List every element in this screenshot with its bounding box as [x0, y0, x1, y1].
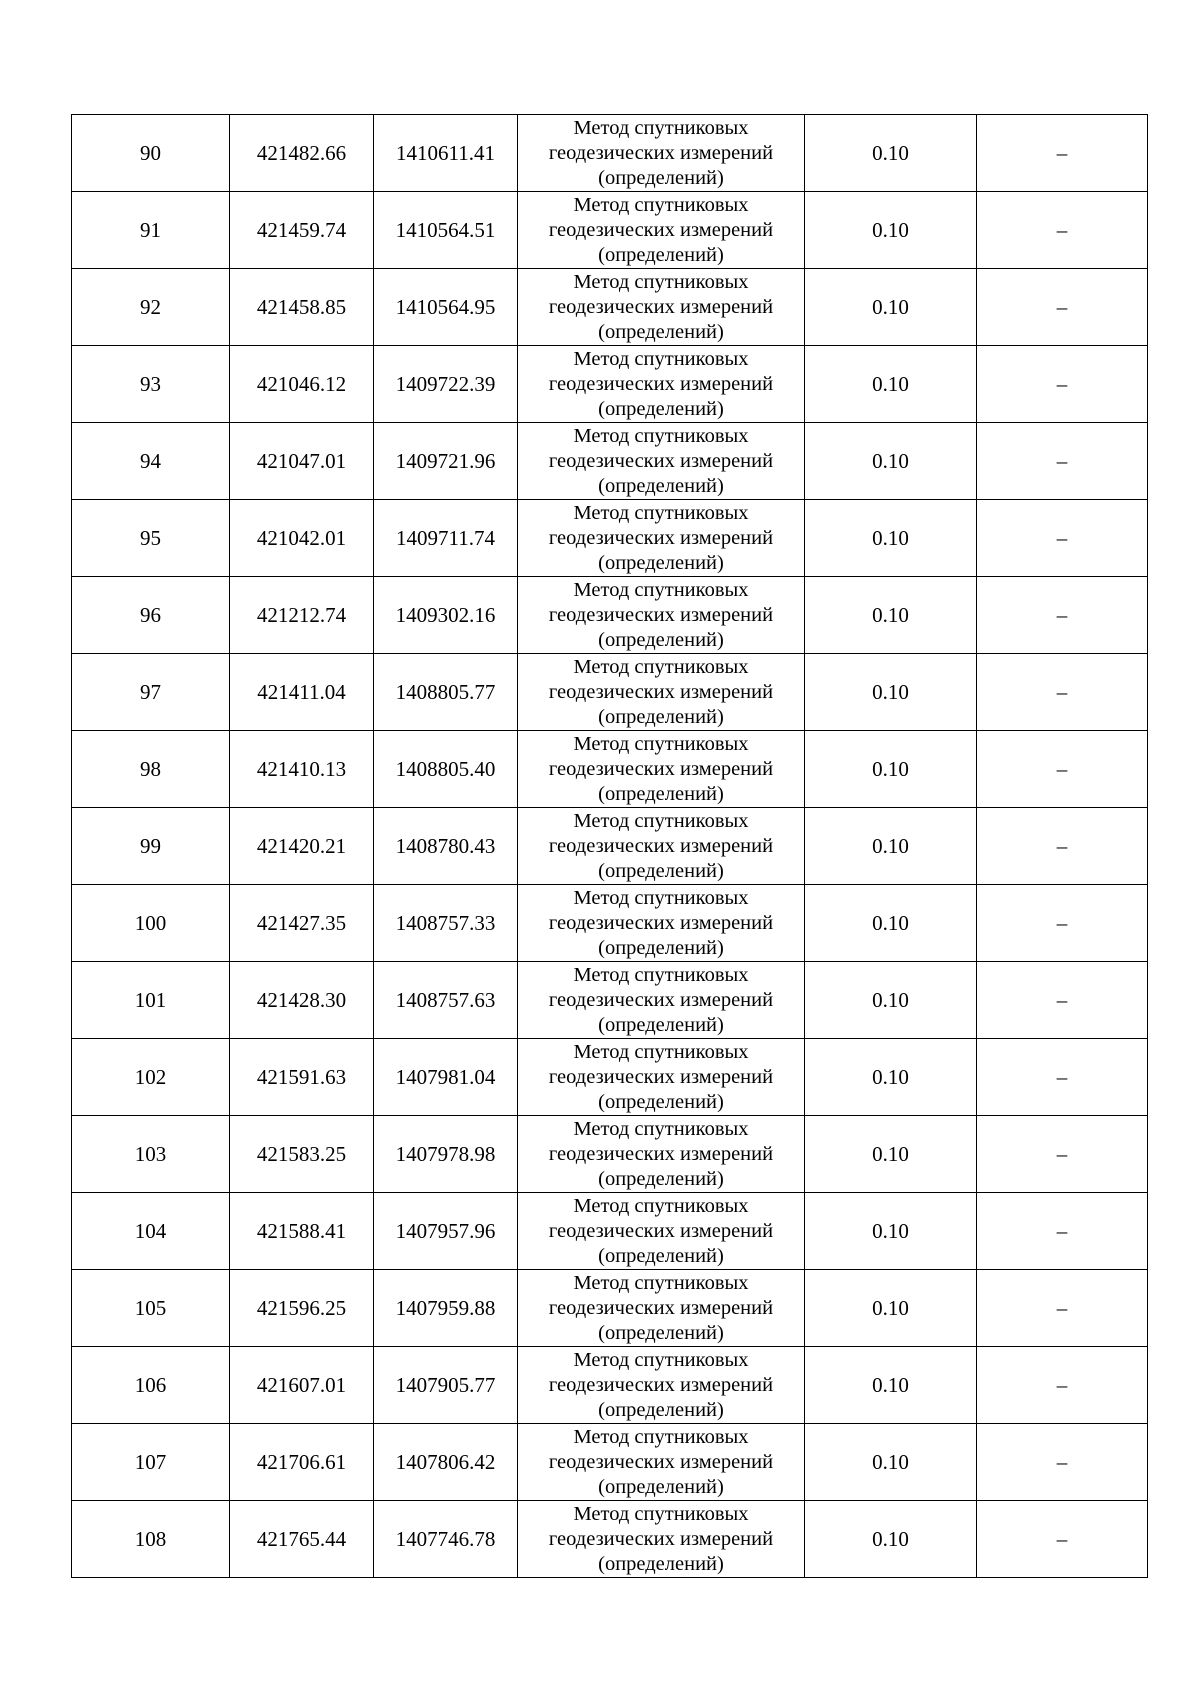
point-number-cell: 108: [72, 1501, 230, 1578]
method-cell: Метод спутниковых геодезических измерений (определений): [518, 1270, 805, 1347]
note-cell: –: [977, 577, 1148, 654]
method-cell: Метод спутниковых геодезических измерений (определений): [518, 731, 805, 808]
accuracy-cell: 0.10: [805, 1039, 977, 1116]
point-number-cell: 101: [72, 962, 230, 1039]
table-row: [72, 1347, 1148, 1424]
table-row: [72, 500, 1148, 577]
table-row: [72, 1039, 1148, 1116]
table-row: [72, 885, 1148, 962]
table-row: [72, 1270, 1148, 1347]
table-row: [72, 808, 1148, 885]
point-number-cell: 106: [72, 1347, 230, 1424]
method-cell: Метод спутниковых геодезических измерений (определений): [518, 346, 805, 423]
x-coordinate-cell: 421410.13: [230, 731, 374, 808]
method-cell: Метод спутниковых геодезических измерений (определений): [518, 1193, 805, 1270]
coordinates-table: [71, 114, 1148, 1578]
point-number-cell: 93: [72, 346, 230, 423]
y-coordinate-cell: 1410564.95: [374, 269, 518, 346]
note-cell: –: [977, 808, 1148, 885]
note-cell: –: [977, 1116, 1148, 1193]
x-coordinate-cell: 421420.21: [230, 808, 374, 885]
method-cell: Метод спутниковых геодезических измерений (определений): [518, 1347, 805, 1424]
method-cell: Метод спутниковых геодезических измерений (определений): [518, 500, 805, 577]
y-coordinate-cell: 1407746.78: [374, 1501, 518, 1578]
table-row: [72, 1501, 1148, 1578]
note-cell: –: [977, 269, 1148, 346]
table-row: [72, 731, 1148, 808]
y-coordinate-cell: 1409722.39: [374, 346, 518, 423]
x-coordinate-cell: 421607.01: [230, 1347, 374, 1424]
x-coordinate-cell: 421427.35: [230, 885, 374, 962]
point-number-cell: 102: [72, 1039, 230, 1116]
accuracy-cell: 0.10: [805, 577, 977, 654]
x-coordinate-cell: 421047.01: [230, 423, 374, 500]
accuracy-cell: 0.10: [805, 500, 977, 577]
point-number-cell: 103: [72, 1116, 230, 1193]
y-coordinate-cell: 1409711.74: [374, 500, 518, 577]
method-cell: Метод спутниковых геодезических измерений (определений): [518, 577, 805, 654]
note-cell: –: [977, 423, 1148, 500]
x-coordinate-cell: 421482.66: [230, 115, 374, 192]
method-cell: Метод спутниковых геодезических измерений (определений): [518, 115, 805, 192]
y-coordinate-cell: 1407957.96: [374, 1193, 518, 1270]
accuracy-cell: 0.10: [805, 731, 977, 808]
y-coordinate-cell: 1407978.98: [374, 1116, 518, 1193]
method-cell: Метод спутниковых геодезических измерений (определений): [518, 808, 805, 885]
table-row: [72, 1116, 1148, 1193]
table-row: [72, 423, 1148, 500]
point-number-cell: 99: [72, 808, 230, 885]
accuracy-cell: 0.10: [805, 423, 977, 500]
table-row: [72, 654, 1148, 731]
table-row: [72, 577, 1148, 654]
y-coordinate-cell: 1407959.88: [374, 1270, 518, 1347]
x-coordinate-cell: 421591.63: [230, 1039, 374, 1116]
accuracy-cell: 0.10: [805, 1193, 977, 1270]
note-cell: –: [977, 192, 1148, 269]
accuracy-cell: 0.10: [805, 346, 977, 423]
method-cell: Метод спутниковых геодезических измерений (определений): [518, 962, 805, 1039]
y-coordinate-cell: 1408757.63: [374, 962, 518, 1039]
point-number-cell: 95: [72, 500, 230, 577]
note-cell: –: [977, 115, 1148, 192]
x-coordinate-cell: 421596.25: [230, 1270, 374, 1347]
y-coordinate-cell: 1408805.77: [374, 654, 518, 731]
method-cell: Метод спутниковых геодезических измерений (определений): [518, 885, 805, 962]
y-coordinate-cell: 1407806.42: [374, 1424, 518, 1501]
x-coordinate-cell: 421765.44: [230, 1501, 374, 1578]
accuracy-cell: 0.10: [805, 654, 977, 731]
method-cell: Метод спутниковых геодезических измерений (определений): [518, 654, 805, 731]
note-cell: –: [977, 1270, 1148, 1347]
method-cell: Метод спутниковых геодезических измерений (определений): [518, 423, 805, 500]
y-coordinate-cell: 1409721.96: [374, 423, 518, 500]
y-coordinate-cell: 1408805.40: [374, 731, 518, 808]
note-cell: –: [977, 654, 1148, 731]
x-coordinate-cell: 421212.74: [230, 577, 374, 654]
accuracy-cell: 0.10: [805, 1424, 977, 1501]
x-coordinate-cell: 421042.01: [230, 500, 374, 577]
accuracy-cell: 0.10: [805, 1347, 977, 1424]
point-number-cell: 96: [72, 577, 230, 654]
note-cell: –: [977, 500, 1148, 577]
accuracy-cell: 0.10: [805, 962, 977, 1039]
y-coordinate-cell: 1409302.16: [374, 577, 518, 654]
note-cell: –: [977, 1501, 1148, 1578]
point-number-cell: 94: [72, 423, 230, 500]
y-coordinate-cell: 1408780.43: [374, 808, 518, 885]
x-coordinate-cell: 421046.12: [230, 346, 374, 423]
point-number-cell: 97: [72, 654, 230, 731]
x-coordinate-cell: 421583.25: [230, 1116, 374, 1193]
x-coordinate-cell: 421411.04: [230, 654, 374, 731]
note-cell: –: [977, 885, 1148, 962]
note-cell: –: [977, 1424, 1148, 1501]
y-coordinate-cell: 1410611.41: [374, 115, 518, 192]
method-cell: Метод спутниковых геодезических измерений (определений): [518, 1116, 805, 1193]
note-cell: –: [977, 1039, 1148, 1116]
accuracy-cell: 0.10: [805, 1116, 977, 1193]
table-row: [72, 115, 1148, 192]
note-cell: –: [977, 731, 1148, 808]
x-coordinate-cell: 421706.61: [230, 1424, 374, 1501]
x-coordinate-cell: 421458.85: [230, 269, 374, 346]
point-number-cell: 100: [72, 885, 230, 962]
accuracy-cell: 0.10: [805, 885, 977, 962]
table-row: [72, 346, 1148, 423]
y-coordinate-cell: 1407905.77: [374, 1347, 518, 1424]
note-cell: –: [977, 1347, 1148, 1424]
method-cell: Метод спутниковых геодезических измерений (определений): [518, 269, 805, 346]
table-row: [72, 962, 1148, 1039]
method-cell: Метод спутниковых геодезических измерений (определений): [518, 1424, 805, 1501]
method-cell: Метод спутниковых геодезических измерений (определений): [518, 1039, 805, 1116]
accuracy-cell: 0.10: [805, 269, 977, 346]
table-body: [72, 115, 1148, 1578]
note-cell: –: [977, 1193, 1148, 1270]
y-coordinate-cell: 1407981.04: [374, 1039, 518, 1116]
method-cell: Метод спутниковых геодезических измерений (определений): [518, 1501, 805, 1578]
point-number-cell: 98: [72, 731, 230, 808]
table-row: [72, 1424, 1148, 1501]
accuracy-cell: 0.10: [805, 1270, 977, 1347]
y-coordinate-cell: 1410564.51: [374, 192, 518, 269]
table-row: [72, 192, 1148, 269]
point-number-cell: 91: [72, 192, 230, 269]
accuracy-cell: 0.10: [805, 808, 977, 885]
point-number-cell: 90: [72, 115, 230, 192]
x-coordinate-cell: 421459.74: [230, 192, 374, 269]
table-row: [72, 269, 1148, 346]
point-number-cell: 107: [72, 1424, 230, 1501]
accuracy-cell: 0.10: [805, 115, 977, 192]
x-coordinate-cell: 421428.30: [230, 962, 374, 1039]
y-coordinate-cell: 1408757.33: [374, 885, 518, 962]
point-number-cell: 104: [72, 1193, 230, 1270]
note-cell: –: [977, 962, 1148, 1039]
note-cell: –: [977, 346, 1148, 423]
x-coordinate-cell: 421588.41: [230, 1193, 374, 1270]
accuracy-cell: 0.10: [805, 1501, 977, 1578]
point-number-cell: 92: [72, 269, 230, 346]
accuracy-cell: 0.10: [805, 192, 977, 269]
point-number-cell: 105: [72, 1270, 230, 1347]
method-cell: Метод спутниковых геодезических измерений (определений): [518, 192, 805, 269]
table-row: [72, 1193, 1148, 1270]
